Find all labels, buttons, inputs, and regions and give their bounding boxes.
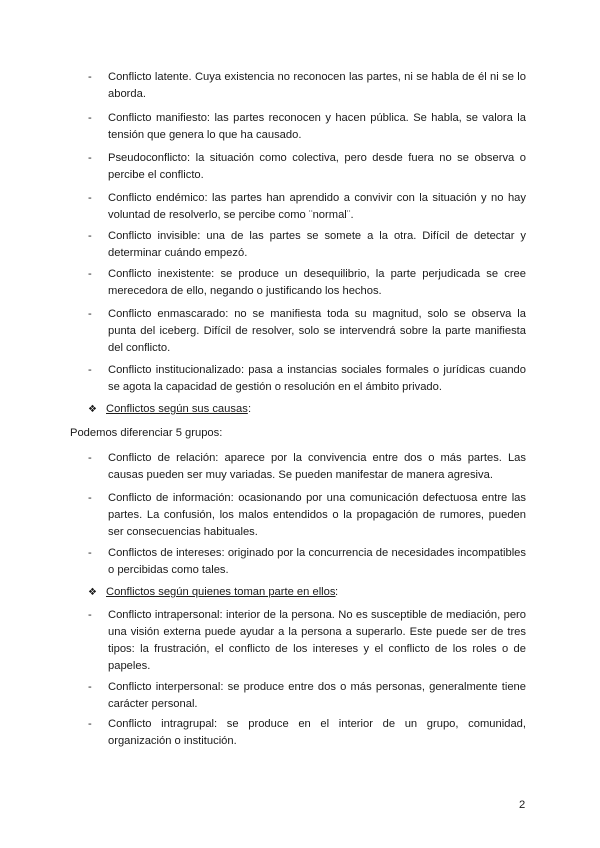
list-item: Conflicto manifiesto: las partes reconocen y hacen pública. Se habla, se valora la tensión que genera lo que ha causado.	[108, 112, 526, 141]
list-dash: -	[88, 230, 92, 242]
list-dash: -	[88, 492, 92, 504]
list-item: Conflicto intrapersonal: interior de la persona. No es susceptible de mediación, pero una visión externa puede ayudar a la persona a superarlo. Este puede ser de tres tipos: la frustración, el conflicto de los intereses y el conflicto de los roles o de papeles.	[108, 609, 526, 672]
diamond-bullet-icon: ❖	[88, 587, 97, 598]
list-dash: -	[88, 192, 92, 204]
list-item: Conflicto invisible: una de las partes se somete a la otra. Difícil de detectar y determinar cuándo empezó.	[108, 230, 526, 259]
list-item: Conflicto enmascarado: no se manifiesta toda su magnitud, solo se observa la punta del iceberg. Difícil de resolver, solo se intervendrá sobre la parte manifiesta del conflicto.	[108, 308, 526, 354]
list-item: Conflicto interpersonal: se produce entre dos o más personas, generalmente tiene carácter personal.	[108, 681, 526, 710]
heading-colon: :	[248, 403, 252, 415]
list-dash: -	[88, 268, 92, 280]
list-dash: -	[88, 609, 92, 621]
list-dash: -	[88, 364, 92, 376]
list-item: Conflicto endémico: las partes han aprendido a convivir con la situación y no hay voluntad de resolverlo, se percibe como ¨normal¨.	[108, 192, 526, 221]
section-heading-participantes: Conflictos según quienes toman parte en ellos	[106, 586, 336, 598]
list-item: Conflicto de relación: aparece por la convivencia entre dos o más partes. Las causas pueden ser muy variadas. Se pueden manifestar de manera agresiva.	[108, 452, 526, 481]
list-item: Conflicto inexistente: se produce un desequilibrio, la parte perjudicada se cree merecedora de ello, negando o justificando los hechos.	[108, 268, 526, 297]
list-item: Conflicto latente. Cuya existencia no reconocen las partes, ni se habla de él ni se lo aborda.	[108, 71, 526, 100]
list-dash: -	[88, 71, 92, 83]
list-dash: -	[88, 152, 92, 164]
intro-paragraph: Podemos diferenciar 5 grupos:	[70, 427, 223, 439]
list-dash: -	[88, 547, 92, 559]
list-item: Conflicto de información: ocasionando por una comunicación defectuosa entre las partes. La confusión, los malos entendidos o la propagación de rumores, pueden ser consecuencias habituales.	[108, 492, 526, 538]
list-item: Conflicto institucionalizado: pasa a instancias sociales formales o jurídicas cuando se agota la capacidad de gestión o resolución en el ámbito privado.	[108, 364, 526, 393]
list-item: Conflictos de intereses: originado por la concurrencia de necesidades incompatibles o percibidas como tales.	[108, 547, 526, 576]
list-dash: -	[88, 718, 92, 730]
list-dash: -	[88, 308, 92, 320]
list-item: Conflicto intragrupal: se produce en el interior de un grupo, comunidad, organización o institución.	[108, 718, 526, 747]
list-dash: -	[88, 452, 92, 464]
diamond-bullet-icon: ❖	[88, 404, 97, 415]
section-heading-causas: Conflictos según sus causas	[106, 403, 248, 415]
list-dash: -	[88, 112, 92, 124]
page-number: 2	[519, 799, 526, 811]
list-item: Pseudoconflicto: la situación como colectiva, pero desde fuera no se observa o percibe el conflicto.	[108, 152, 526, 181]
heading-colon: :	[335, 586, 339, 598]
list-dash: -	[88, 681, 92, 693]
